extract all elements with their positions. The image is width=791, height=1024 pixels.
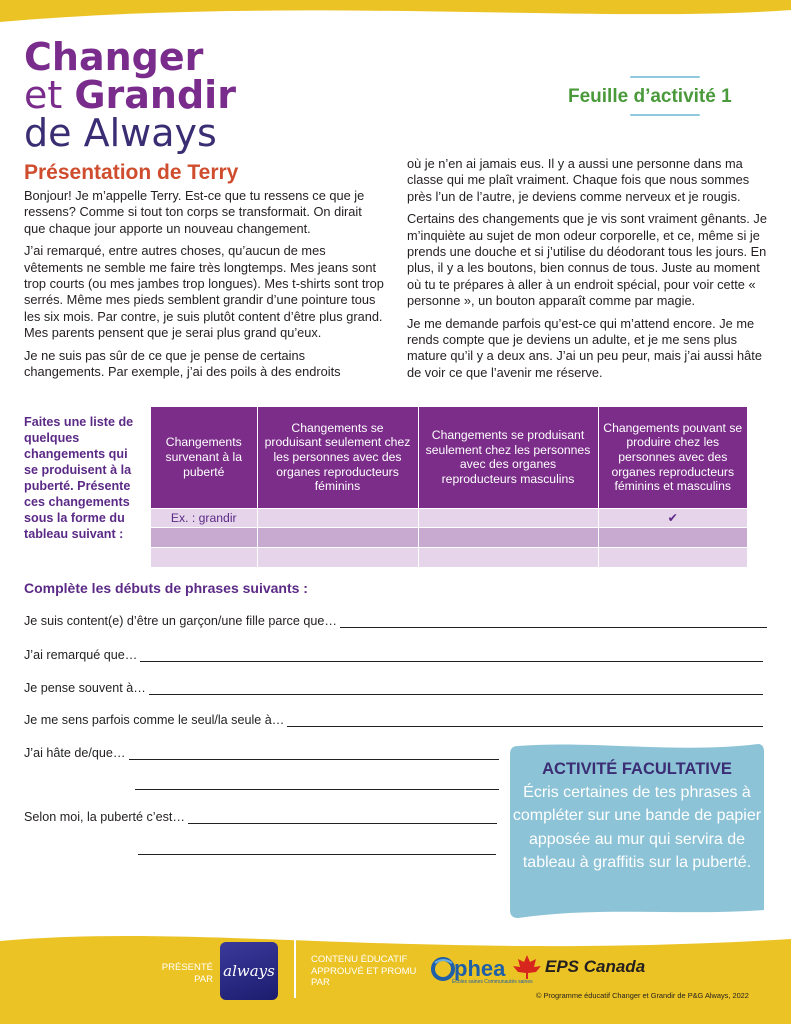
maple-leaf-icon xyxy=(512,954,542,980)
sheet-label: Feuille d’activité 1 xyxy=(568,86,732,107)
checkmark-icon[interactable]: ✔ xyxy=(598,508,747,528)
table-cell[interactable] xyxy=(151,528,257,548)
sentence-prompt: Je me sens parfois comme le seul/la seule à… xyxy=(24,713,285,727)
table-header: Changements survenant à la puberté xyxy=(151,407,257,508)
sheet-label-deco-top xyxy=(630,76,700,78)
table-cell[interactable] xyxy=(598,528,747,548)
logo-line-2: et Grandir xyxy=(24,73,236,117)
sentence-line xyxy=(24,614,767,628)
intro-paragraph: où je n’en ai jamais eus. Il y a aussi une personne dans ma classe qui me plaît vraiment. Chaque fois que nous sommes près l’un de l’autre, je deviens comme nerveux et je rougis. xyxy=(407,156,750,204)
always-logo xyxy=(220,942,278,1000)
answer-line[interactable] xyxy=(140,651,763,662)
answer-line[interactable] xyxy=(287,716,763,727)
answer-line[interactable] xyxy=(340,617,767,628)
always-logo-text: always xyxy=(223,962,275,980)
table-cell[interactable] xyxy=(151,547,257,567)
optional-activity-body: Écris certaines de tes phrases à compléter sur une bande de papier apposée au mur qui servira de tableau à graffitis sur la puberté. xyxy=(512,784,762,871)
table-cell[interactable] xyxy=(418,528,598,548)
table-instruction: Faites une liste de quelques changements qui se produisent à la puberté. Présente ces changements sous la forme du tableau suivant : xyxy=(24,415,134,541)
content-approved-label: CONTENU ÉDUCATIF APPROUVÉ ET PROMU PAR xyxy=(311,954,417,988)
table-cell[interactable] xyxy=(257,528,418,548)
intro-paragraph: Je me demande parfois qu’est-ce qui m’attend encore. Je me rends compte que je deviens un adulte, et je me sens plus mature qu’il y a deux ans. J’ai un peu peur, mais j’ai aussi hâte de voir ce que l’avenir me réserve. xyxy=(407,315,762,380)
sentence-line xyxy=(24,810,497,824)
sentence-prompt: J’ai hâte de/que… xyxy=(24,746,126,760)
sentence-prompt: Selon moi, la puberté c’est… xyxy=(24,810,186,824)
sentence-line xyxy=(24,713,763,727)
table-cell[interactable] xyxy=(257,547,418,567)
table-row xyxy=(151,528,747,548)
answer-line[interactable] xyxy=(149,684,763,695)
table-header: Changements pouvant se produire chez les personnes avec des organes reproducteurs féminins et masculins xyxy=(598,407,747,508)
table-header: Changements se produisant seulement chez les personnes avec des organes reproducteurs masculins xyxy=(418,407,598,508)
answer-line[interactable] xyxy=(135,789,499,790)
table-cell[interactable] xyxy=(418,508,598,528)
table-cell[interactable] xyxy=(257,508,418,528)
intro-right-column xyxy=(407,156,767,387)
intro-left-column xyxy=(24,160,386,386)
sentence-prompt: Je suis content(e) d’être un garçon/une fille parce que… xyxy=(24,614,337,628)
table-row xyxy=(151,547,747,567)
ophea-name: phea xyxy=(454,956,506,981)
logo-line-3: de Always xyxy=(24,111,217,155)
logo-line-1: Changer xyxy=(24,35,204,79)
copyright-notice: © Programme éducatif Changer et Grandir de P&G Always, 2022 xyxy=(536,991,749,1000)
answer-line[interactable] xyxy=(129,749,499,760)
intro-paragraph: J’ai remarqué, entre autres choses, qu’aucun de mes vêtements ne semble me faire très longtemps. Mes jeans sont trop courts (ou mes jambes trop longues). Mes t-shirts sont trop serrés. Même mes pieds semblent grandir d’une pointure tous les six mois. Par contre, je suis plutôt content d’être plus grand. Mes parents pensent que je serai plus grand qu’eux. xyxy=(24,243,384,341)
intro-title: Présentation de Terry xyxy=(24,161,239,184)
sentences-title: Complète les débuts de phrases suivants : xyxy=(24,580,308,596)
changes-table xyxy=(151,407,747,567)
eps-canada-logo xyxy=(512,954,645,980)
table-row xyxy=(151,508,747,528)
intro-paragraph: Certains des changements que je vis sont vraiment gênants. Je m’inquiète au sujet de mon odeur corporelle, et ce, même si je prends une douche et si j’utilise du déodorant tous les jours. En plus, il y a les boutons, bien connus de tous. Juste au moment où tu te prépares à aller à un endroit spécial, pour voir cette « personne », un bouton apparaît comme par magie. xyxy=(407,211,767,309)
sentence-line xyxy=(24,746,499,760)
sheet-label-deco-bottom xyxy=(630,114,700,116)
sentence-line xyxy=(24,681,763,695)
table-cell[interactable]: Ex. : grandir xyxy=(151,508,257,528)
answer-line[interactable] xyxy=(138,854,496,855)
table-cell[interactable] xyxy=(598,547,747,567)
changer-grandir-logo xyxy=(24,35,236,155)
presented-by-label: PRÉSENTÉ PAR xyxy=(161,962,213,985)
eps-canada-name: EPS Canada xyxy=(545,957,646,976)
intro-paragraph: Je ne suis pas sûr de ce que je pense de certains changements. Par exemple, j’ai des poils à des endroits xyxy=(24,347,341,380)
optional-activity-title: ACTIVITÉ FACULTATIVE xyxy=(542,760,732,778)
optional-activity-content xyxy=(510,760,764,874)
answer-line[interactable] xyxy=(188,813,497,824)
table-cell[interactable] xyxy=(418,547,598,567)
top-wave-banner xyxy=(0,0,791,40)
footer-divider xyxy=(294,940,296,998)
sentence-line xyxy=(24,648,763,662)
table-header: Changements se produisant seulement chez les personnes avec des organes reproducteurs féminins xyxy=(257,407,418,508)
sentence-prompt: Je pense souvent à… xyxy=(24,681,146,695)
intro-paragraph: Bonjour! Je m’appelle Terry. Est-ce que tu ressens ce que je ressens? Comme si tout ton corps se transformait. On dirait que chaque jour apporte un nouveau changement. xyxy=(24,188,365,236)
ophea-tagline: Écoles saines Communautés saines xyxy=(452,979,533,985)
sentence-prompt: J’ai remarqué que… xyxy=(24,648,138,662)
